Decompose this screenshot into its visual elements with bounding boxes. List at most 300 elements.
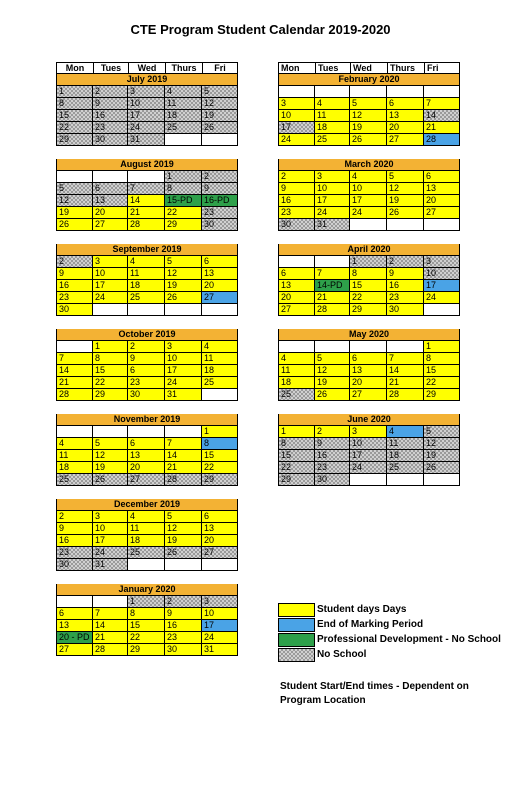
legend-label: Student days Days bbox=[317, 604, 407, 615]
day-cell: 28 bbox=[165, 474, 202, 486]
legend-label: Professional Development - No School bbox=[317, 634, 501, 645]
day-cell: 30 bbox=[56, 304, 93, 316]
month-title: June 2020 bbox=[278, 414, 460, 426]
day-cell: 29 bbox=[278, 474, 315, 486]
day-cell: 19 bbox=[350, 122, 387, 134]
day-cell: 10 bbox=[315, 183, 350, 195]
day-cell: 21 bbox=[128, 207, 165, 219]
day-cell bbox=[128, 304, 165, 316]
day-cell: 23 bbox=[56, 547, 93, 559]
day-cell: 1 bbox=[202, 426, 238, 438]
day-cell: 21 bbox=[387, 377, 424, 389]
day-cell: 6 bbox=[202, 511, 238, 523]
day-cell: 23 bbox=[387, 292, 424, 304]
day-cell: 5 bbox=[202, 86, 238, 98]
day-cell bbox=[278, 341, 315, 353]
day-cell: 7 bbox=[387, 353, 424, 365]
week-row bbox=[56, 365, 238, 377]
day-cell: 22 bbox=[56, 122, 93, 134]
week-row bbox=[56, 389, 238, 401]
day-cell: 24 bbox=[165, 377, 202, 389]
day-cell: 11 bbox=[128, 268, 165, 280]
legend-item bbox=[278, 602, 518, 617]
start-end-times-note: Student Start/End times - Dependent on Program Location bbox=[280, 681, 469, 706]
week-row bbox=[56, 632, 238, 644]
day-cell: 8 bbox=[350, 268, 387, 280]
day-cell: 10 bbox=[93, 268, 128, 280]
day-cell: 24 bbox=[424, 292, 460, 304]
day-cell bbox=[128, 171, 165, 183]
week-row bbox=[56, 511, 238, 523]
day-cell: 17 bbox=[315, 195, 350, 207]
day-cell: 14 bbox=[165, 450, 202, 462]
day-cell: 21 bbox=[315, 292, 350, 304]
day-cell: 14 bbox=[93, 620, 128, 632]
day-cell: 20 - PD bbox=[56, 632, 93, 644]
month-title: April 2020 bbox=[278, 244, 460, 256]
day-cell bbox=[424, 219, 460, 231]
day-cell: 8 bbox=[278, 438, 315, 450]
day-cell: 23 bbox=[165, 632, 202, 644]
day-cell: 24 bbox=[350, 462, 387, 474]
day-cell: 12 bbox=[56, 195, 93, 207]
day-cell: 6 bbox=[387, 98, 424, 110]
day-cell: 17 bbox=[350, 450, 387, 462]
day-cell: 13 bbox=[387, 110, 424, 122]
month-block bbox=[56, 159, 238, 231]
day-cell: 26 bbox=[315, 389, 350, 401]
day-cell: 11 bbox=[387, 438, 424, 450]
month-block bbox=[56, 499, 238, 571]
day-cell bbox=[350, 219, 387, 231]
day-cell: 25 bbox=[56, 474, 93, 486]
day-cell: 28 bbox=[315, 304, 350, 316]
day-cell: 17 bbox=[424, 280, 460, 292]
weekday-header: Wed bbox=[350, 62, 387, 74]
week-row bbox=[278, 268, 460, 280]
legend-swatch bbox=[278, 648, 315, 662]
day-cell: 19 bbox=[93, 462, 128, 474]
day-cell: 20 bbox=[128, 462, 165, 474]
month-block bbox=[56, 414, 238, 486]
weekday-header: Fri bbox=[202, 62, 238, 74]
weekday-header: Tues bbox=[93, 62, 128, 74]
day-cell: 7 bbox=[165, 438, 202, 450]
day-cell: 27 bbox=[424, 207, 460, 219]
week-row bbox=[56, 86, 238, 98]
day-cell: 31 bbox=[315, 219, 350, 231]
week-row bbox=[278, 183, 460, 195]
week-row bbox=[56, 426, 238, 438]
day-cell: 11 bbox=[165, 98, 202, 110]
month-block bbox=[278, 329, 460, 401]
day-cell: 5 bbox=[165, 511, 202, 523]
day-cell: 20 bbox=[350, 377, 387, 389]
day-cell: 16 bbox=[387, 280, 424, 292]
day-cell: 25 bbox=[202, 377, 238, 389]
day-cell: 18 bbox=[202, 365, 238, 377]
day-cell: 8 bbox=[93, 353, 128, 365]
day-cell bbox=[93, 596, 128, 608]
day-cell: 12 bbox=[387, 183, 424, 195]
day-cell: 22 bbox=[278, 462, 315, 474]
day-cell: 3 bbox=[93, 511, 128, 523]
weekday-header: Wed bbox=[128, 62, 165, 74]
day-cell: 9 bbox=[165, 608, 202, 620]
day-cell: 11 bbox=[56, 450, 93, 462]
calendar-left-column bbox=[56, 62, 238, 656]
day-cell: 10 bbox=[350, 438, 387, 450]
day-cell: 17 bbox=[278, 122, 315, 134]
day-cell: 22 bbox=[128, 632, 165, 644]
day-cell: 14 bbox=[56, 365, 93, 377]
week-row bbox=[278, 389, 460, 401]
day-cell: 8 bbox=[202, 438, 238, 450]
day-cell: 2 bbox=[56, 256, 93, 268]
week-row bbox=[56, 596, 238, 608]
month-block bbox=[278, 74, 460, 146]
day-cell: 4 bbox=[128, 256, 165, 268]
day-cell: 13 bbox=[202, 268, 238, 280]
week-row bbox=[56, 462, 238, 474]
day-cell: 8 bbox=[56, 98, 93, 110]
day-cell: 19 bbox=[56, 207, 93, 219]
day-cell: 17 bbox=[93, 280, 128, 292]
week-row bbox=[56, 450, 238, 462]
month-title: November 2019 bbox=[56, 414, 238, 426]
day-cell: 16 bbox=[315, 450, 350, 462]
day-cell bbox=[350, 341, 387, 353]
day-cell: 25 bbox=[315, 134, 350, 146]
day-cell: 21 bbox=[424, 122, 460, 134]
day-cell bbox=[202, 134, 238, 146]
week-row bbox=[278, 134, 460, 146]
day-cell: 22 bbox=[424, 377, 460, 389]
week-row bbox=[278, 365, 460, 377]
weekday-header: Mon bbox=[56, 62, 93, 74]
week-row bbox=[278, 474, 460, 486]
day-cell: 17 bbox=[93, 535, 128, 547]
day-cell: 9 bbox=[128, 353, 165, 365]
week-row bbox=[278, 207, 460, 219]
day-cell bbox=[165, 426, 202, 438]
day-cell: 14-PD bbox=[315, 280, 350, 292]
weekday-header: Mon bbox=[278, 62, 315, 74]
legend-swatch bbox=[278, 603, 315, 617]
day-cell bbox=[315, 341, 350, 353]
month-block bbox=[56, 74, 238, 146]
legend-item bbox=[278, 647, 518, 662]
day-cell: 5 bbox=[424, 426, 460, 438]
week-row bbox=[56, 110, 238, 122]
week-row bbox=[56, 256, 238, 268]
day-cell bbox=[128, 559, 165, 571]
day-cell bbox=[315, 256, 350, 268]
day-cell: 19 bbox=[315, 377, 350, 389]
month-block bbox=[278, 159, 460, 231]
right-month-list bbox=[278, 74, 460, 486]
day-cell: 31 bbox=[93, 559, 128, 571]
day-cell: 20 bbox=[424, 195, 460, 207]
week-row bbox=[56, 644, 238, 656]
day-cell: 24 bbox=[350, 207, 387, 219]
day-cell: 10 bbox=[424, 268, 460, 280]
day-cell: 24 bbox=[315, 207, 350, 219]
day-cell: 25 bbox=[165, 122, 202, 134]
day-cell: 26 bbox=[350, 134, 387, 146]
day-cell: 23 bbox=[202, 207, 238, 219]
day-cell bbox=[56, 171, 93, 183]
day-cell: 10 bbox=[165, 353, 202, 365]
month-title: July 2019 bbox=[56, 74, 238, 86]
day-cell: 15 bbox=[350, 280, 387, 292]
day-cell: 6 bbox=[424, 171, 460, 183]
day-cell: 4 bbox=[202, 341, 238, 353]
day-cell: 15 bbox=[202, 450, 238, 462]
week-row bbox=[278, 450, 460, 462]
day-cell: 13 bbox=[56, 620, 93, 632]
day-cell: 5 bbox=[93, 438, 128, 450]
week-row bbox=[56, 377, 238, 389]
day-cell bbox=[56, 596, 93, 608]
day-cell: 31 bbox=[202, 644, 238, 656]
day-cell bbox=[93, 171, 128, 183]
month-title: March 2020 bbox=[278, 159, 460, 171]
day-cell bbox=[424, 304, 460, 316]
day-cell: 12 bbox=[424, 438, 460, 450]
week-row bbox=[56, 438, 238, 450]
day-cell: 9 bbox=[56, 523, 93, 535]
calendar-right-column bbox=[278, 62, 460, 486]
day-cell: 28 bbox=[93, 644, 128, 656]
day-cell: 29 bbox=[165, 219, 202, 231]
week-row bbox=[56, 268, 238, 280]
page-title: CTE Program Student Calendar 2019-2020 bbox=[130, 22, 391, 37]
day-cell: 22 bbox=[202, 462, 238, 474]
week-row bbox=[278, 341, 460, 353]
day-cell: 26 bbox=[165, 292, 202, 304]
day-cell: 27 bbox=[350, 389, 387, 401]
day-cell bbox=[165, 559, 202, 571]
day-cell: 5 bbox=[350, 98, 387, 110]
day-cell: 19 bbox=[202, 110, 238, 122]
day-cell: 1 bbox=[350, 256, 387, 268]
week-row bbox=[56, 353, 238, 365]
day-cell: 20 bbox=[202, 535, 238, 547]
day-cell: 28 bbox=[387, 389, 424, 401]
day-cell: 4 bbox=[278, 353, 315, 365]
week-row bbox=[278, 426, 460, 438]
week-row bbox=[56, 98, 238, 110]
day-cell: 1 bbox=[128, 596, 165, 608]
day-cell: 22 bbox=[350, 292, 387, 304]
day-cell: 4 bbox=[315, 98, 350, 110]
day-cell: 29 bbox=[350, 304, 387, 316]
day-cell: 1 bbox=[56, 86, 93, 98]
day-cell: 19 bbox=[165, 535, 202, 547]
week-row bbox=[56, 608, 238, 620]
day-cell: 18 bbox=[128, 535, 165, 547]
day-cell: 30 bbox=[128, 389, 165, 401]
week-row bbox=[278, 438, 460, 450]
week-row bbox=[56, 207, 238, 219]
month-block bbox=[56, 584, 238, 656]
day-cell: 21 bbox=[165, 462, 202, 474]
day-cell: 25 bbox=[278, 389, 315, 401]
day-cell: 28 bbox=[128, 219, 165, 231]
weekday-header-row bbox=[278, 62, 460, 74]
day-cell: 15 bbox=[93, 365, 128, 377]
day-cell: 8 bbox=[128, 608, 165, 620]
day-cell: 11 bbox=[128, 523, 165, 535]
day-cell: 27 bbox=[387, 134, 424, 146]
day-cell bbox=[93, 304, 128, 316]
day-cell: 24 bbox=[278, 134, 315, 146]
day-cell: 30 bbox=[165, 644, 202, 656]
week-row bbox=[278, 171, 460, 183]
day-cell: 8 bbox=[165, 183, 202, 195]
day-cell: 22 bbox=[165, 207, 202, 219]
day-cell: 16-PD bbox=[202, 195, 238, 207]
legend-item bbox=[278, 617, 518, 632]
day-cell: 4 bbox=[128, 511, 165, 523]
day-cell: 16 bbox=[278, 195, 315, 207]
legend-item bbox=[278, 632, 518, 647]
week-row bbox=[278, 110, 460, 122]
day-cell: 7 bbox=[56, 353, 93, 365]
day-cell: 7 bbox=[128, 183, 165, 195]
month-title: December 2019 bbox=[56, 499, 238, 511]
month-title: October 2019 bbox=[56, 329, 238, 341]
day-cell bbox=[387, 341, 424, 353]
day-cell: 15-PD bbox=[165, 195, 202, 207]
day-cell: 29 bbox=[56, 134, 93, 146]
left-month-list bbox=[56, 74, 238, 656]
day-cell: 12 bbox=[93, 450, 128, 462]
day-cell: 10 bbox=[202, 608, 238, 620]
week-row bbox=[56, 219, 238, 231]
day-cell bbox=[350, 86, 387, 98]
day-cell: 14 bbox=[128, 195, 165, 207]
day-cell: 2 bbox=[56, 511, 93, 523]
day-cell: 17 bbox=[202, 620, 238, 632]
day-cell: 12 bbox=[165, 268, 202, 280]
day-cell: 6 bbox=[56, 608, 93, 620]
day-cell: 20 bbox=[93, 207, 128, 219]
day-cell: 9 bbox=[56, 268, 93, 280]
day-cell: 19 bbox=[424, 450, 460, 462]
day-cell: 2 bbox=[315, 426, 350, 438]
day-cell: 17 bbox=[128, 110, 165, 122]
week-row bbox=[56, 134, 238, 146]
day-cell: 20 bbox=[387, 122, 424, 134]
day-cell: 24 bbox=[128, 122, 165, 134]
week-row bbox=[56, 535, 238, 547]
week-row bbox=[56, 292, 238, 304]
day-cell: 30 bbox=[93, 134, 128, 146]
month-block bbox=[278, 244, 460, 316]
day-cell: 15 bbox=[278, 450, 315, 462]
day-cell: 30 bbox=[387, 304, 424, 316]
day-cell: 23 bbox=[128, 377, 165, 389]
day-cell bbox=[387, 219, 424, 231]
month-title: January 2020 bbox=[56, 584, 238, 596]
month-block bbox=[56, 244, 238, 316]
day-cell: 18 bbox=[128, 280, 165, 292]
day-cell: 28 bbox=[56, 389, 93, 401]
week-row bbox=[56, 620, 238, 632]
day-cell: 13 bbox=[278, 280, 315, 292]
day-cell: 13 bbox=[350, 365, 387, 377]
day-cell: 12 bbox=[202, 98, 238, 110]
day-cell: 26 bbox=[93, 474, 128, 486]
day-cell: 3 bbox=[165, 341, 202, 353]
day-cell: 9 bbox=[93, 98, 128, 110]
week-row bbox=[56, 195, 238, 207]
day-cell: 29 bbox=[202, 474, 238, 486]
day-cell: 30 bbox=[315, 474, 350, 486]
day-cell: 2 bbox=[202, 171, 238, 183]
day-cell: 18 bbox=[315, 122, 350, 134]
day-cell: 31 bbox=[128, 134, 165, 146]
day-cell: 3 bbox=[93, 256, 128, 268]
week-row bbox=[278, 280, 460, 292]
week-row bbox=[278, 195, 460, 207]
weekday-header-row bbox=[56, 62, 238, 74]
day-cell: 15 bbox=[128, 620, 165, 632]
week-row bbox=[56, 341, 238, 353]
week-row bbox=[278, 292, 460, 304]
week-row bbox=[56, 559, 238, 571]
day-cell: 20 bbox=[278, 292, 315, 304]
legend-swatch bbox=[278, 618, 315, 632]
week-row bbox=[56, 171, 238, 183]
day-cell: 6 bbox=[350, 353, 387, 365]
day-cell: 12 bbox=[165, 523, 202, 535]
day-cell: 16 bbox=[165, 620, 202, 632]
day-cell: 17 bbox=[165, 365, 202, 377]
day-cell: 23 bbox=[93, 122, 128, 134]
day-cell: 9 bbox=[278, 183, 315, 195]
day-cell bbox=[387, 474, 424, 486]
day-cell: 20 bbox=[202, 280, 238, 292]
day-cell: 15 bbox=[56, 110, 93, 122]
day-cell bbox=[424, 474, 460, 486]
day-cell: 10 bbox=[350, 183, 387, 195]
day-cell bbox=[424, 86, 460, 98]
week-row bbox=[278, 256, 460, 268]
week-row bbox=[56, 280, 238, 292]
day-cell: 6 bbox=[202, 256, 238, 268]
day-cell: 2 bbox=[165, 596, 202, 608]
day-cell: 22 bbox=[93, 377, 128, 389]
day-cell: 26 bbox=[165, 547, 202, 559]
day-cell: 5 bbox=[56, 183, 93, 195]
day-cell: 1 bbox=[278, 426, 315, 438]
day-cell: 19 bbox=[165, 280, 202, 292]
week-row bbox=[278, 86, 460, 98]
day-cell: 11 bbox=[202, 353, 238, 365]
day-cell: 30 bbox=[56, 559, 93, 571]
day-cell: 16 bbox=[56, 280, 93, 292]
weekday-header: Thurs bbox=[387, 62, 424, 74]
day-cell bbox=[350, 474, 387, 486]
day-cell: 1 bbox=[424, 341, 460, 353]
day-cell: 26 bbox=[202, 122, 238, 134]
day-cell: 24 bbox=[202, 632, 238, 644]
day-cell: 27 bbox=[202, 547, 238, 559]
day-cell: 17 bbox=[350, 195, 387, 207]
